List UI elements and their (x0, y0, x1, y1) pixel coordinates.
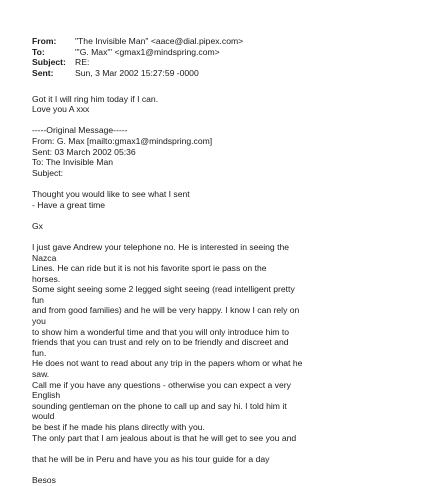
from-row (32, 36, 422, 47)
body-line: He does not want to read about any trip in the papers whom or what he (32, 358, 303, 369)
email-document (32, 36, 422, 486)
sent-label: Sent: (32, 67, 54, 78)
sent-value: Sun, 3 Mar 2002 15:27:59 -0000 (75, 67, 199, 78)
spacer (32, 178, 422, 189)
body-line: you (32, 316, 46, 327)
body-intro-line: - Have a great time (32, 199, 106, 210)
subject-label: Subject: (32, 57, 66, 67)
body-line: sounding gentleman on the phone to call up and say hi. I told him it (32, 400, 287, 411)
spacer (32, 78, 422, 89)
spacer (32, 443, 422, 454)
original-sent: Sent: 03 March 2002 05:36 (32, 146, 136, 157)
reply-signoff: Love you A xxx (32, 104, 90, 115)
body-line: Call me if you have any questions - otherwise you can expect a very (32, 379, 291, 390)
body-line: horses. (32, 273, 61, 284)
from-value: "The Invisible Man" <aace@dial.pipex.com> (75, 36, 244, 46)
body-line: English (32, 390, 61, 401)
body-line: to show him a wonderful time and that you will only introduce him to (32, 326, 289, 337)
sent-row (32, 68, 422, 79)
body-line: Nazca (32, 252, 57, 263)
from-label: From: (32, 36, 57, 46)
original-subject: Subject: (32, 167, 64, 178)
spacer (32, 210, 422, 221)
to-row (32, 47, 422, 58)
original-to: To: The Invisible Man (32, 157, 114, 168)
body-line: be best if he made his plans directly with you. (32, 422, 205, 432)
body-signature: Gx (32, 220, 43, 231)
spacer (32, 464, 422, 475)
body-line: would (32, 411, 55, 422)
reply-line: Got it I will ring him today if I can. (32, 93, 159, 104)
body-line: I just gave Andrew your telephone no. He is interested in seeing the (32, 241, 290, 252)
body-paragraph (32, 242, 422, 443)
spacer (32, 115, 422, 126)
subject-row (32, 57, 422, 68)
body-line: and from good families) and he will be very happy. I know I can rely on (32, 305, 300, 316)
body-signoff: Besos (32, 474, 56, 485)
body-line: Lines. He can ride but it is not his favorite sport ie pass on the (32, 263, 267, 274)
to-label: To: (32, 46, 45, 57)
spacer (32, 231, 422, 242)
to-value: "'G. Max'" <gmax1@mindspring.com> (75, 46, 220, 57)
body-line: Some sight seeing some 2 legged sight seeing (read intelligent pretty (32, 284, 295, 295)
body-line: saw. (32, 369, 50, 380)
body-line: The only part that I am jealous about is that he will get to see you and (32, 432, 297, 443)
original-from: From: G. Max [mailto:gmax1@mindspring.com] (32, 135, 213, 146)
body-line: fun (32, 294, 44, 305)
body-closing-line: that he will be in Peru and have you as his tour guide for a day (32, 453, 270, 464)
subject-value: RE: (75, 57, 90, 67)
body-line: friends that you can trust and rely on to be friendly and discreet and (32, 337, 289, 348)
original-message-divider: -----Original Message----- (32, 125, 128, 136)
body-line: fun. (32, 347, 47, 358)
body-intro-line: Thought you would like to see what I sent (32, 188, 190, 199)
